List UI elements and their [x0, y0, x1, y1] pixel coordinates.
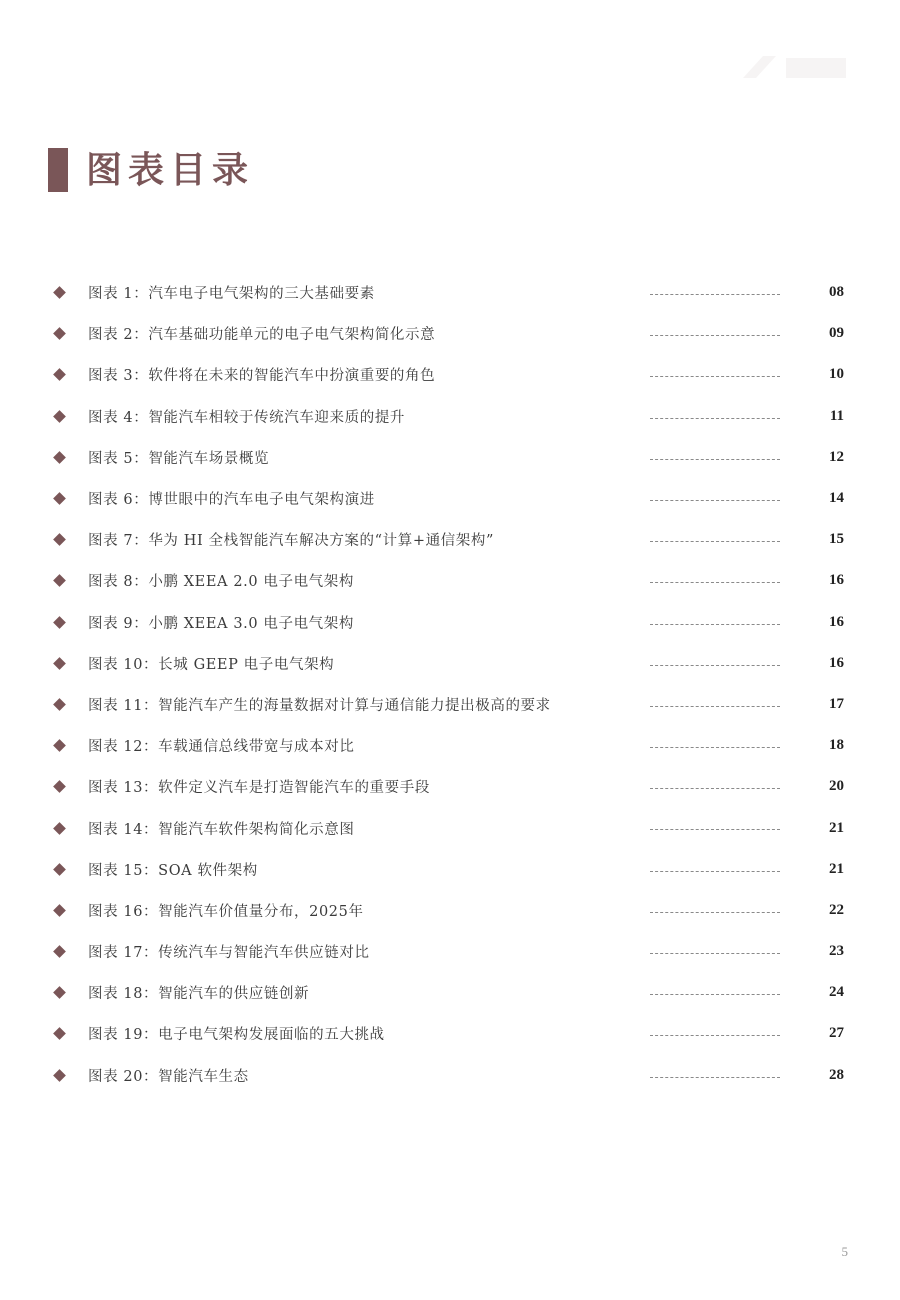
- diamond-bullet-icon: [53, 657, 66, 670]
- toc-entry[interactable]: [50, 766, 850, 807]
- toc-entry-label: 图表 3：软件将在未来的智能汽车中扮演重要的角色: [88, 368, 436, 385]
- toc-entry[interactable]: [50, 354, 850, 395]
- toc-entry-label: 图表 16：智能汽车价值量分布，2025年: [88, 903, 364, 920]
- toc-entry[interactable]: [50, 437, 850, 478]
- diamond-bullet-icon: [53, 327, 66, 340]
- toc-entry-label: 图表 19：电子电气架构发展面临的五大挑战: [88, 1027, 385, 1044]
- toc-entry[interactable]: [50, 931, 850, 972]
- dotted-leader: [650, 829, 780, 830]
- dotted-leader: [650, 541, 780, 542]
- toc-entry-label: 图表 20：智能汽车生态: [88, 1068, 249, 1085]
- toc-entry-page-number: 10: [829, 366, 844, 383]
- toc-entry[interactable]: [50, 890, 850, 931]
- dotted-leader: [650, 665, 780, 666]
- toc-entry[interactable]: [50, 396, 850, 437]
- toc-entry-label: 图表 13：软件定义汽车是打造智能汽车的重要手段: [88, 780, 430, 797]
- toc-entry-page-number: 20: [829, 778, 844, 795]
- dotted-leader: [650, 1077, 780, 1078]
- toc-entry-label: 图表 2：汽车基础功能单元的电子电气架构简化示意: [88, 327, 436, 344]
- toc-entry-page-number: 28: [829, 1066, 844, 1083]
- toc-entry-page-number: 09: [829, 325, 844, 342]
- dotted-leader: [650, 418, 780, 419]
- toc-entry-page-number: 08: [829, 284, 844, 301]
- diamond-bullet-icon: [53, 451, 66, 464]
- diamond-bullet-icon: [53, 369, 66, 382]
- diamond-bullet-icon: [53, 1069, 66, 1082]
- toc-entry[interactable]: [50, 972, 850, 1013]
- toc-entry-page-number: 14: [829, 490, 844, 507]
- dotted-leader: [650, 953, 780, 954]
- watermark-logo-icon: [738, 48, 858, 88]
- toc-entry-page-number: 24: [829, 984, 844, 1001]
- heading-accent-bar: [48, 148, 68, 192]
- toc-entry-label: 图表 10：长城 GEEP 电子电气架构: [88, 656, 335, 673]
- toc-entry[interactable]: [50, 807, 850, 848]
- toc-entry[interactable]: [50, 478, 850, 519]
- footer-page-number: 5: [841, 1244, 848, 1259]
- toc-entry-label: 图表 12：车载通信总线带宽与成本对比: [88, 739, 355, 756]
- toc-entry[interactable]: [50, 1055, 850, 1096]
- toc-entry[interactable]: [50, 602, 850, 643]
- dotted-leader: [650, 294, 780, 295]
- diamond-bullet-icon: [53, 986, 66, 999]
- toc-entry-label: 图表 6：博世眼中的汽车电子电气架构演进: [88, 492, 375, 509]
- toc-entry[interactable]: [50, 313, 850, 354]
- toc-entry-page-number: 27: [829, 1025, 844, 1042]
- toc-entry-page-number: 12: [829, 448, 844, 465]
- diamond-bullet-icon: [53, 945, 66, 958]
- diamond-bullet-icon: [53, 286, 66, 299]
- toc-entry-page-number: 23: [829, 943, 844, 960]
- diamond-bullet-icon: [53, 904, 66, 917]
- toc-entry[interactable]: [50, 560, 850, 601]
- toc-entry-label: 图表 9：小鹏 XEEA 3.0 电子电气架构: [88, 615, 354, 632]
- diamond-bullet-icon: [53, 575, 66, 588]
- diamond-bullet-icon: [53, 739, 66, 752]
- toc-entry-page-number: 16: [829, 654, 844, 671]
- toc-entry-label: 图表 4：智能汽车相较于传统汽车迎来质的提升: [88, 409, 406, 426]
- toc-entry-label: 图表 7：华为 HI 全栈智能汽车解决方案的“计算+通信架构”: [88, 533, 494, 550]
- dotted-leader: [650, 994, 780, 995]
- toc-entry[interactable]: [50, 1013, 850, 1054]
- dotted-leader: [650, 500, 780, 501]
- dotted-leader: [650, 706, 780, 707]
- toc-entry[interactable]: [50, 519, 850, 560]
- toc-entry[interactable]: [50, 643, 850, 684]
- toc-entry-page-number: 15: [829, 531, 844, 548]
- toc-entry-label: 图表 11：智能汽车产生的海量数据对计算与通信能力提出极高的要求: [88, 697, 551, 714]
- dotted-leader: [650, 582, 780, 583]
- page-title: 图表目录: [86, 149, 255, 191]
- diamond-bullet-icon: [53, 492, 66, 505]
- diamond-bullet-icon: [53, 533, 66, 546]
- dotted-leader: [650, 624, 780, 625]
- table-of-figures: [50, 272, 850, 1096]
- toc-entry-label: 图表 5：智能汽车场景概览: [88, 450, 270, 467]
- toc-entry[interactable]: [50, 849, 850, 890]
- dotted-leader: [650, 871, 780, 872]
- toc-entry-page-number: 22: [829, 901, 844, 918]
- toc-entry-label: 图表 1：汽车电子电气架构的三大基础要素: [88, 286, 375, 303]
- toc-entry-label: 图表 8：小鹏 XEEA 2.0 电子电气架构: [88, 574, 354, 591]
- toc-entry[interactable]: [50, 725, 850, 766]
- dotted-leader: [650, 747, 780, 748]
- toc-entry[interactable]: [50, 272, 850, 313]
- diamond-bullet-icon: [53, 822, 66, 835]
- toc-entry-page-number: 17: [829, 695, 844, 712]
- toc-entry-label: 图表 17：传统汽车与智能汽车供应链对比: [88, 945, 370, 962]
- diamond-bullet-icon: [53, 616, 66, 629]
- toc-entry-page-number: 21: [829, 819, 844, 836]
- diamond-bullet-icon: [53, 1028, 66, 1041]
- dotted-leader: [650, 1035, 780, 1036]
- toc-entry-page-number: 21: [829, 860, 844, 877]
- page-heading: [48, 146, 254, 194]
- toc-entry-page-number: 11: [829, 407, 844, 424]
- toc-entry-label: 图表 18：智能汽车的供应链创新: [88, 986, 310, 1003]
- toc-entry-page-number: 18: [829, 737, 844, 754]
- dotted-leader: [650, 376, 780, 377]
- diamond-bullet-icon: [53, 698, 66, 711]
- toc-entry-label: 图表 14：智能汽车软件架构简化示意图: [88, 821, 355, 838]
- diamond-bullet-icon: [53, 780, 66, 793]
- toc-entry-page-number: 16: [829, 572, 844, 589]
- dotted-leader: [650, 335, 780, 336]
- dotted-leader: [650, 459, 780, 460]
- dotted-leader: [650, 788, 780, 789]
- diamond-bullet-icon: [53, 410, 66, 423]
- toc-entry-label: 图表 15：SOA 软件架构: [88, 862, 258, 879]
- diamond-bullet-icon: [53, 863, 66, 876]
- toc-entry[interactable]: [50, 684, 850, 725]
- toc-entry-page-number: 16: [829, 613, 844, 630]
- dotted-leader: [650, 912, 780, 913]
